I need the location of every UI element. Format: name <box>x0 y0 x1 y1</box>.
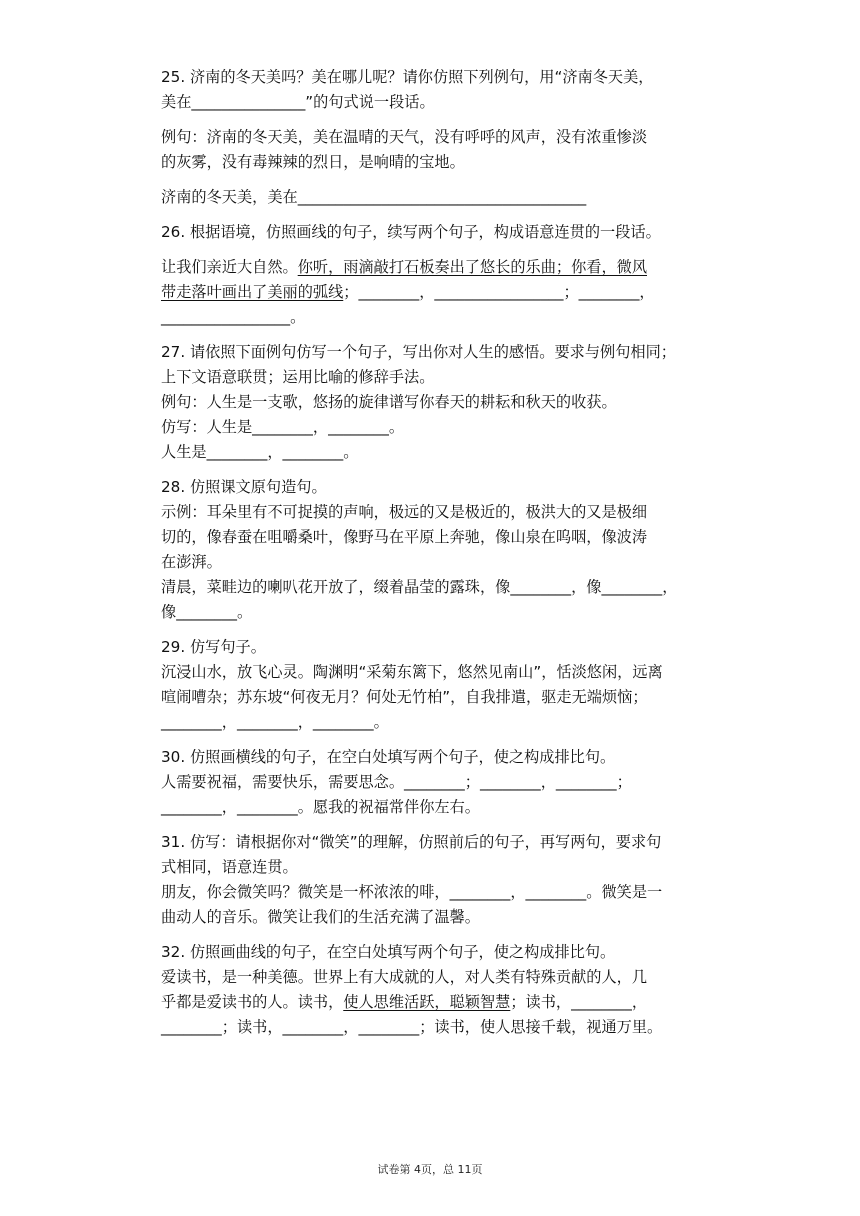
question-29 <box>161 635 739 735</box>
question-32 <box>161 940 739 1040</box>
example-line: 在澎湃。 <box>161 553 222 571</box>
page-footer: 试卷第 4页，总 11页 <box>377 1163 483 1176</box>
question-26 <box>161 255 739 330</box>
underlined-text: 带走落叶画出了美丽的弧线 <box>161 283 344 301</box>
question-text-line: 28. 仿照课文原句造句。 <box>161 478 327 496</box>
question-28 <box>161 475 739 625</box>
question-text-line <box>161 280 739 305</box>
question-26-title <box>161 220 739 245</box>
question-text-line <box>161 990 739 1015</box>
question-text-line: 美在_______________”的句式说一段话。 <box>161 93 435 111</box>
question-text-line <box>161 255 739 280</box>
example-line: 例句：人生是一支歌，悠扬的旋律谱写你春天的耕耘和秋天的收获。 <box>161 393 617 411</box>
question-list <box>161 65 739 1050</box>
plain-text: 让我们亲近大自然。 <box>161 258 298 276</box>
question-text-line: 曲动人的音乐。微笑让我们的生活充满了温馨。 <box>161 908 480 926</box>
question-text-line: 29. 仿写句子。 <box>161 638 266 656</box>
question-25-example <box>161 125 739 175</box>
question-31 <box>161 830 739 930</box>
answer-blanks: 像________。 <box>161 603 253 621</box>
answer-blanks: 人生是________，________。 <box>161 443 359 461</box>
question-text-line: 式相同，语意连贯。 <box>161 858 298 876</box>
answer-blanks: ________，________。愿我的祝福常伴你左右。 <box>161 798 480 816</box>
question-text-line: 27. 请依照下面例句仿写一个句子，写出你对人生的感悟。要求与例句相同； <box>161 343 676 361</box>
example-line: 的灰雾，没有毒辣辣的烈日，是响晴的宝地。 <box>161 153 465 171</box>
question-text-line: 32. 仿照画曲线的句子，在空白处填写两个句子，使之构成排比句。 <box>161 943 616 961</box>
answer-blanks: ________；读书，________，________；读书，使人思接千载，视通万里。 <box>161 1018 663 1036</box>
example-line: 示例：耳朵里有不可捉摸的声响，极远的又是极近的，极洪大的又是极细 <box>161 503 647 521</box>
answer-blanks: _________________。 <box>161 308 306 326</box>
question-text-line: 人需要祝福，需要快乐，需要思念。________；________，________； <box>161 773 632 791</box>
question-text-line: 25. 济南的冬天美吗？美在哪儿呢？请你仿照下列例句，用“济南冬天美， <box>161 68 654 86</box>
plain-text: 乎都是爱读书的人。读书， <box>161 993 344 1011</box>
question-text-line: 沉浸山水，放飞心灵。陶渊明“采菊东篱下，悠然见南山”，恬淡悠闲，远离 <box>161 663 663 681</box>
wavy-underlined-text: 使人思维活跃，聪颖智慧 <box>343 993 511 1011</box>
answer-blanks: ；________，_________________；________， <box>343 283 655 301</box>
question-text-line: 上下文语意联贯；运用比喻的修辞手法。 <box>161 368 435 386</box>
example-line: 切的，像春蚕在咀嚼桑叶，像野马在平原上奔驰，像山泉在呜咽，像波涛 <box>161 528 647 546</box>
answer-blanks: 清晨，菜畦边的喇叭花开放了，缀着晶莹的露珠，像________，像________， <box>161 578 678 596</box>
answer-blanks: ；读书，________， <box>510 993 647 1011</box>
question-text-line: 31. 仿写：请根据你对“微笑”的理解，仿照前后的句子，再写两句，要求句 <box>161 833 662 851</box>
underlined-text: 你听，雨滴敲打石板奏出了悠长的乐曲；你看，微风 <box>297 258 647 276</box>
question-27 <box>161 340 739 465</box>
example-line: 例句：济南的冬天美，美在温晴的天气，没有呼呼的风声，没有浓重惨淡 <box>161 128 647 146</box>
question-text-line: 朋友，你会微笑吗？微笑是一杯浓浓的啡，________，________。微笑是一 <box>161 883 663 901</box>
question-text-line: 喧闹嘈杂；苏东坡“何夜无月？何处无竹柏”，自我排遣，驱走无端烦恼； <box>161 688 648 706</box>
question-25 <box>161 65 739 115</box>
answer-blanks: ________，________，________。 <box>161 713 389 731</box>
answer-blank-line: 济南的冬天美，美在______________________________________ <box>161 188 587 206</box>
question-text-line: 26. 根据语境，仿照画线的句子，续写两个句子，构成语意连贯的一段话。 <box>161 223 661 241</box>
question-text-line: 30. 仿照画横线的句子，在空白处填写两个句子，使之构成排比句。 <box>161 748 616 766</box>
question-30 <box>161 745 739 820</box>
answer-blanks: 仿写：人生是________，________。 <box>161 418 404 436</box>
question-text-line: 爱读书，是一种美德。世界上有大成就的人，对人类有特殊贡献的人，几 <box>161 968 647 986</box>
question-25-answer <box>161 185 739 210</box>
